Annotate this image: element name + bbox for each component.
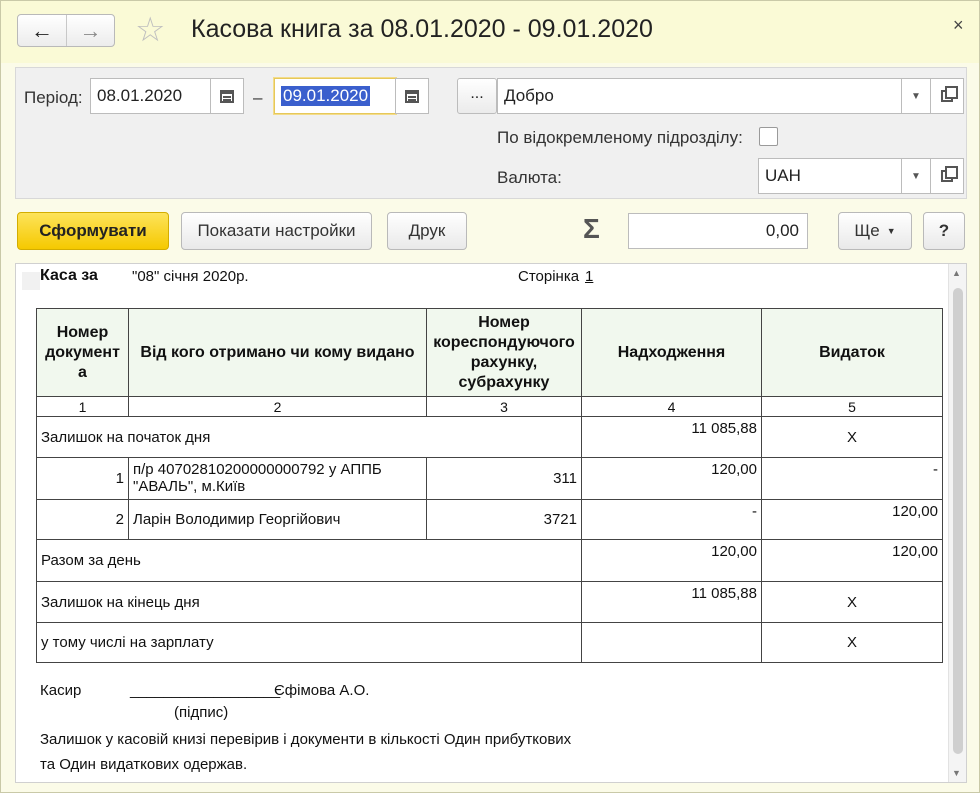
- settings-panel: [15, 67, 967, 199]
- header-counterparty: Від кого отримано чи кому видано: [129, 309, 427, 397]
- currency-label: Валюта:: [497, 168, 562, 187]
- column-number: 2: [129, 397, 427, 417]
- page-label: Сторінка: [518, 268, 580, 285]
- row-number: 1: [37, 458, 129, 500]
- row-income: 120,00: [582, 458, 762, 500]
- column-number: 4: [582, 397, 762, 417]
- row-expense: 120,00: [762, 500, 943, 540]
- cash-label: Каса за: [40, 267, 98, 284]
- header-expense: Видаток: [762, 309, 943, 397]
- salary-row: [37, 623, 943, 663]
- signature-line: __________________: [130, 682, 281, 699]
- back-arrow-icon[interactable]: ←: [30, 17, 53, 43]
- organization-open-button[interactable]: [930, 78, 964, 114]
- table-row: [37, 458, 943, 500]
- date-to-value: 09.01.2020: [283, 86, 369, 105]
- subdivision-label: По відокремленому підрозділу:: [497, 128, 743, 147]
- row-counterparty: п/р 40702810200000000792 у АППБ "АВАЛЬ", м.Київ: [129, 458, 427, 500]
- print-button[interactable]: Друк: [387, 212, 467, 250]
- more-button[interactable]: [838, 212, 912, 250]
- currency-open-button[interactable]: [930, 158, 964, 194]
- header-account: Номер кореспондуючого рахунку, субрахунку: [427, 309, 582, 397]
- window-title: Касова книга за 08.01.2020 - 09.01.2020: [191, 15, 653, 43]
- help-button[interactable]: ?: [923, 212, 965, 250]
- opening-balance-row: [37, 417, 943, 458]
- column-number: 1: [37, 397, 129, 417]
- column-number: 3: [427, 397, 582, 417]
- currency-dropdown-button[interactable]: [901, 158, 931, 194]
- date-from-value: 08.01.2020: [97, 86, 183, 105]
- date-from-input[interactable]: [90, 78, 212, 114]
- total-income: 120,00: [582, 540, 762, 582]
- open-window-icon: [941, 90, 953, 102]
- page-number: 1: [585, 268, 594, 285]
- close-icon[interactable]: ×: [953, 15, 964, 35]
- closing-balance-row: [37, 582, 943, 623]
- chevron-down-icon: ▼: [886, 226, 896, 236]
- favorite-star-icon[interactable]: ☆: [135, 11, 166, 49]
- scroll-down-icon[interactable]: ▼: [952, 768, 961, 778]
- opening-income: 11 085,88: [582, 417, 762, 458]
- calendar-icon: [405, 90, 419, 103]
- chevron-down-icon: ▼: [911, 90, 921, 102]
- show-settings-button[interactable]: Показати настройки: [181, 212, 372, 250]
- period-select-button[interactable]: ...: [457, 78, 497, 114]
- cashier-label: Касир: [40, 682, 82, 699]
- row-expense: -: [762, 458, 943, 500]
- opening-expense: Х: [762, 417, 943, 458]
- chevron-down-icon: ▼: [911, 170, 921, 182]
- calendar-icon: [220, 90, 234, 103]
- table-row: [37, 500, 943, 540]
- currency-input[interactable]: [758, 158, 903, 194]
- navigation-group: [17, 14, 115, 47]
- generate-button[interactable]: Сформувати: [17, 212, 169, 250]
- subdivision-checkbox[interactable]: [759, 127, 778, 146]
- organization-input[interactable]: [497, 78, 903, 114]
- date-to-calendar-button[interactable]: [395, 78, 429, 114]
- header-doc-number: Номер документ а: [37, 309, 129, 397]
- cash-book-table: [36, 308, 943, 663]
- total-expense: 120,00: [762, 540, 943, 582]
- report-corner-marker: [22, 272, 40, 290]
- row-counterparty: Ларін Володимир Георгійович: [129, 500, 427, 540]
- row-income: -: [582, 500, 762, 540]
- column-number: 5: [762, 397, 943, 417]
- currency-value: UAH: [765, 166, 801, 185]
- title-bar: [1, 1, 979, 63]
- more-label: Ще: [854, 221, 880, 240]
- salary-expense: Х: [762, 623, 943, 663]
- report-date: "08" січня 2020р.: [132, 268, 249, 285]
- date-from-calendar-button[interactable]: [210, 78, 244, 114]
- closing-expense: Х: [762, 582, 943, 623]
- total-row: [37, 540, 943, 582]
- verification-note-line1: Залишок у касовій книзі перевірив і документи в кількості Один прибуткових: [40, 731, 572, 748]
- opening-balance-label: Залишок на початок дня: [37, 417, 582, 458]
- cashier-name: Єфімова А.О.: [274, 682, 370, 699]
- closing-balance-label: Залишок на кінець дня: [37, 582, 582, 623]
- forward-arrow-icon[interactable]: →: [66, 15, 114, 46]
- date-to-input[interactable]: [274, 78, 396, 114]
- scroll-thumb[interactable]: [953, 288, 963, 754]
- period-label: Період:: [24, 88, 83, 107]
- closing-income: 11 085,88: [582, 582, 762, 623]
- organization-value: Добро: [504, 86, 554, 105]
- row-account: 311: [427, 458, 582, 500]
- total-label: Разом за день: [37, 540, 582, 582]
- sum-field[interactable]: 0,00: [628, 213, 808, 249]
- row-account: 3721: [427, 500, 582, 540]
- sigma-icon: Σ: [583, 213, 600, 244]
- open-window-icon: [941, 170, 953, 182]
- signature-caption: (підпис): [174, 704, 229, 721]
- salary-label: у тому числі на зарплату: [37, 623, 582, 663]
- row-number: 2: [37, 500, 129, 540]
- scroll-up-icon[interactable]: ▲: [952, 268, 961, 278]
- report-document: [15, 263, 967, 783]
- organization-dropdown-button[interactable]: [901, 78, 931, 114]
- report-scrollbar[interactable]: [948, 264, 966, 782]
- verification-note-line2: та Один видаткових одержав.: [40, 756, 248, 773]
- date-range-dash: –: [253, 88, 263, 107]
- header-income: Надходження: [582, 309, 762, 397]
- salary-income: [582, 623, 762, 663]
